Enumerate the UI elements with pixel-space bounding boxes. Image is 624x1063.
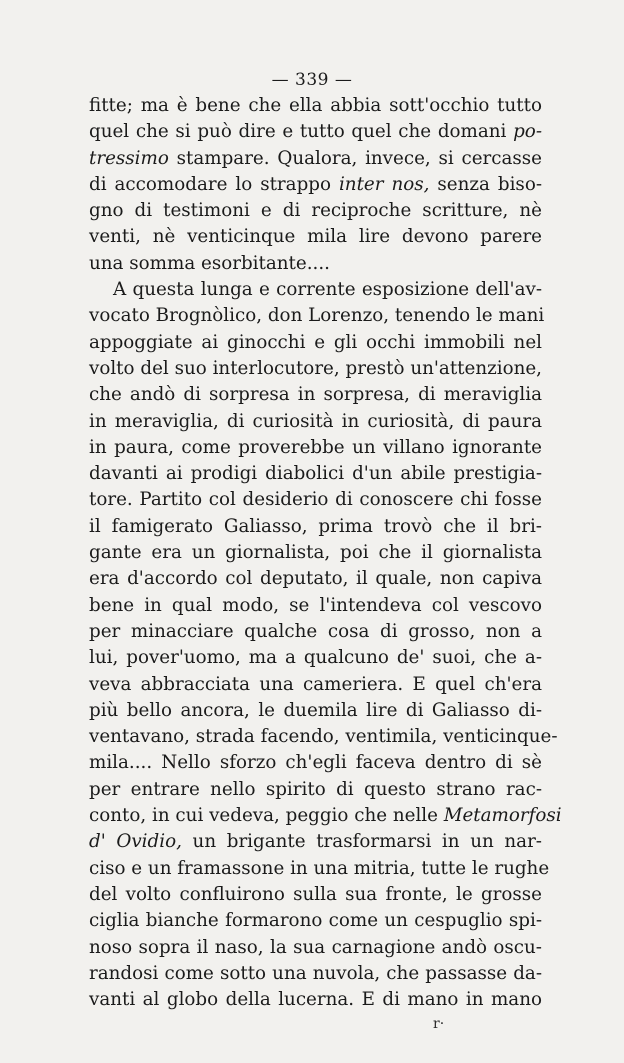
text-line: gno di testimoni e di reciproche scritture, nè: [89, 200, 542, 222]
text-line: in meraviglia, di curiosità in curiosità, di paura: [89, 410, 542, 432]
text-line: di accomodare lo strappo inter nos, senza biso-: [89, 173, 543, 195]
text-line: randosi come sotto una nuvola, che passasse da-: [89, 962, 542, 984]
page-number: — 339 —: [271, 70, 353, 90]
text-line: del volto confluirono sulla sua fronte, le grosse: [89, 883, 542, 905]
text-line: in paura, come proverebbe un villano ignorante: [89, 436, 542, 458]
text-line: tressimo stampare. Qualora, invece, si cercasse: [89, 147, 542, 169]
text-line: mila.... Nello sforzo ch'egli faceva dentro di sè: [89, 752, 542, 774]
text-line: quel che si può dire e tutto quel che domani po-: [89, 121, 542, 143]
body-text: [89, 93, 562, 1013]
text-line: vocato Brognòlico, don Lorenzo, tenendo le mani: [89, 305, 545, 327]
text-line: il famigerato Galiasso, prima trovò che il bri-: [89, 515, 542, 537]
text-line: fitte; ma è bene che ella abbia sott'occhio tutto: [89, 95, 542, 116]
text-line: davanti ai prodigi diabolici d'un abile prestigia-: [89, 463, 542, 485]
text-line: per minacciare qualche cosa di grosso, non a: [89, 620, 542, 642]
text-line: gante era un giornalista, poi che il giornalista: [89, 542, 542, 564]
text-line: una somma esorbitante....: [89, 252, 330, 274]
text-line: ciglia bianche formarono come un cespuglio spi-: [89, 910, 542, 932]
text-line: che andò di sorpresa in sorpresa, di meraviglia: [89, 384, 542, 406]
footer-mark: r·: [433, 1016, 445, 1032]
text-line: vanti al globo della lucerna. E di mano in mano: [89, 989, 542, 1011]
text-line: tore. Partito col desiderio di conoscere chi fosse: [89, 489, 542, 511]
text-line: d' Ovidio, un brigante trasformarsi in un nar-: [89, 831, 542, 853]
text-line: più bello ancora, le duemila lire di Galiasso di-: [89, 699, 542, 721]
text-line: volto del suo interlocutore, prestò un'attenzione,: [89, 357, 542, 379]
text-line: per entrare nello spirito di questo strano rac-: [89, 778, 542, 800]
text-line: A questa lunga e corrente esposizione dell'av-: [113, 279, 542, 301]
text-line: venti, nè venticinque mila lire devono parere: [89, 226, 542, 248]
text-line: ventavano, strada facendo, ventimila, venticinque-: [89, 726, 558, 748]
text-line: conto, in cui vedeva, peggio che nelle Metamorfosi: [89, 805, 562, 827]
text-line: lui, pover'uomo, ma a qualcuno de' suoi, che a-: [89, 647, 542, 669]
text-line: noso sopra il naso, la sua carnagione andò oscu-: [89, 936, 542, 958]
text-line: bene in qual modo, se l'intendeva col vescovo: [89, 594, 542, 616]
text-line: era d'accordo col deputato, il quale, non capiva: [89, 568, 542, 590]
text-line: veva abbracciata una cameriera. E quel ch'era: [89, 673, 542, 695]
text-line: ciso e un framassone in una mitria, tutte le rughe: [89, 857, 550, 879]
text-line: appoggiate ai ginocchi e gli occhi immobili nel: [89, 331, 542, 353]
